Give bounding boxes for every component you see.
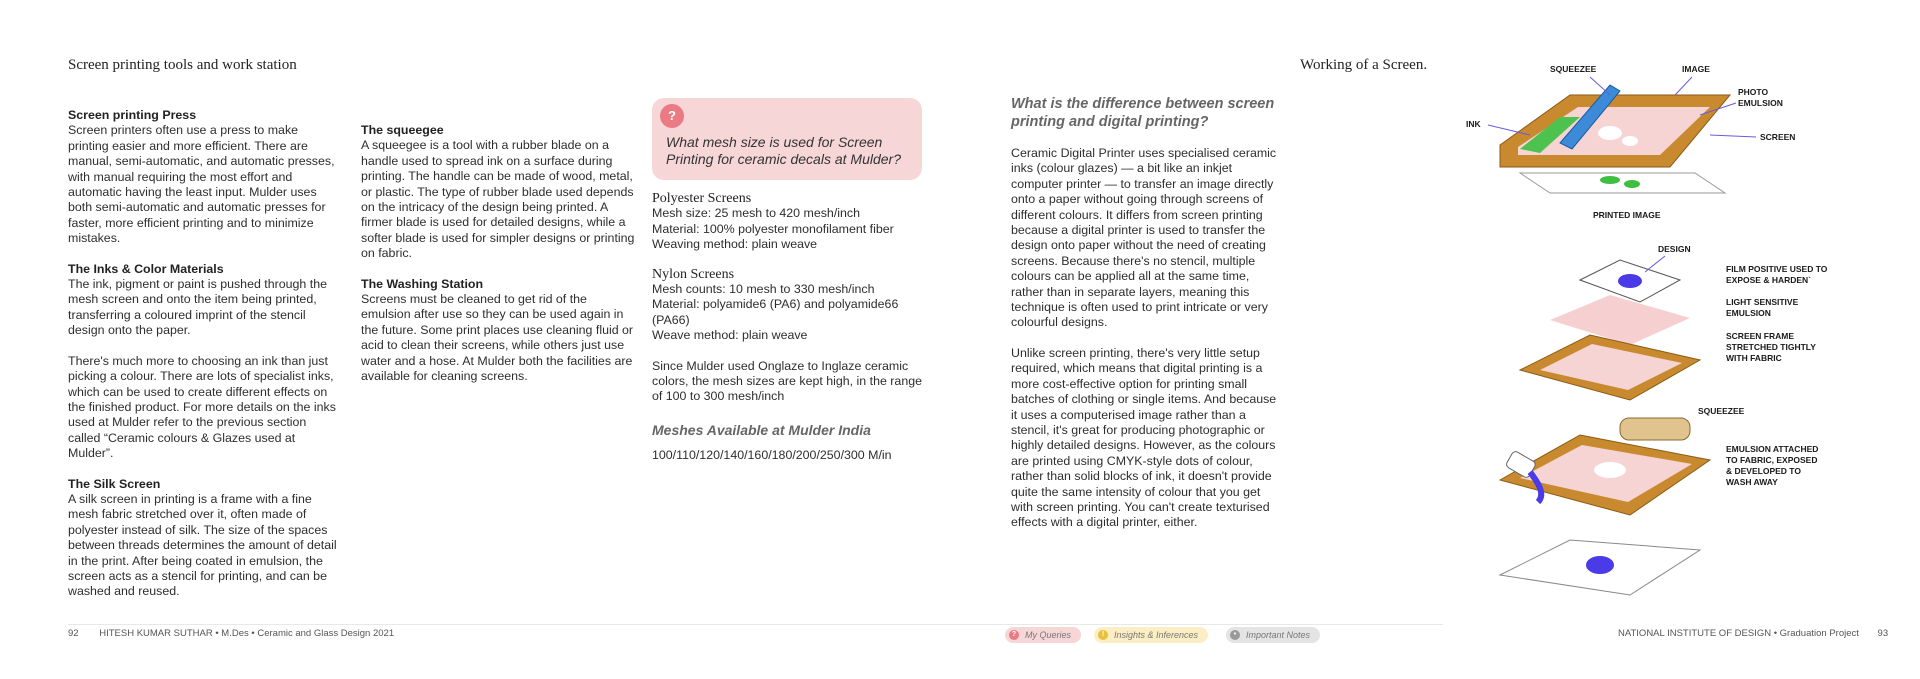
washing-body: Screens must be cleaned to get rid of the emulsion after use so they can be used again in the future. Some print places use cleaning fluid or acid to clean their screens, while others just use water and a hose. At Mulder both the facilities are available for cleaning screens. bbox=[361, 292, 634, 384]
design-shape bbox=[1618, 274, 1642, 288]
query-callout bbox=[652, 98, 922, 180]
question-icon: ? bbox=[1009, 630, 1019, 640]
inks-title: The Inks & Color Materials bbox=[68, 261, 224, 276]
polyester-line: Mesh size: 25 mesh to 420 mesh/inch bbox=[652, 206, 860, 221]
printed-mark bbox=[1600, 176, 1620, 184]
label-printed-image: PRINTED IMAGE bbox=[1593, 210, 1661, 220]
label-frame-2: STRETCHED TIGHTLY bbox=[1726, 342, 1816, 352]
label-emul-1: EMULSION ATTACHED bbox=[1726, 444, 1819, 454]
arrow-line bbox=[1590, 77, 1610, 95]
inks-body: The ink, pigment or paint is pushed through the mesh screen and onto the item being printed, transferring a coloured imprint of the stencil design onto the paper. bbox=[68, 277, 327, 338]
label-image: IMAGE bbox=[1682, 64, 1710, 74]
squeegee-title: The squeegee bbox=[361, 123, 444, 137]
label-frame-3: WITH FABRIC bbox=[1726, 353, 1782, 363]
author-credit: HITESH KUMAR SUTHAR • M.Des • Ceramic and Glass Design 2021 bbox=[99, 628, 395, 639]
institute-credit: NATIONAL INSTITUTE OF DESIGN • Graduation Project bbox=[1618, 628, 1859, 639]
difference-column bbox=[1011, 95, 1279, 531]
label-emul-3: & DEVELOPED TO bbox=[1726, 466, 1801, 476]
label-photo: PHOTO bbox=[1738, 87, 1769, 97]
onglaze-note: Since Mulder used Onglaze to Inglaze ceramic colors, the mesh sizes are kept high, in the range of 100 to 300 mesh/inch bbox=[652, 358, 922, 404]
polyester-title: Polyester Screens bbox=[652, 191, 752, 206]
query-text: What mesh size is used for Screen Printing for ceramic decals at Mulder? bbox=[666, 134, 901, 167]
legend-queries bbox=[1005, 627, 1081, 643]
label-light-1: LIGHT SENSITIVE bbox=[1726, 297, 1799, 307]
label-light-2: EMULSION bbox=[1726, 308, 1771, 318]
label-emul-2: TO FABRIC, EXPOSED bbox=[1726, 455, 1818, 465]
image-shape bbox=[1622, 136, 1638, 146]
left-footer bbox=[68, 628, 394, 639]
screen-working-diagram bbox=[1460, 55, 1830, 230]
nylon-line: Mesh counts: 10 mesh to 330 mesh/inch bbox=[652, 282, 875, 297]
arrow-line bbox=[1675, 77, 1692, 95]
inks-body-2: There's much more to choosing an ink than just picking a colour. There are lots of specialist inks, which can be used to create different effects on the finished product. For more details on the inks used at Mulder refer to the previous section called “Ceramic colours & Glazes used at Mulder”. bbox=[68, 353, 336, 461]
polyester-line: Weaving method: plain weave bbox=[652, 237, 818, 252]
nylon-line: Material: polyamide6 (PA6) and polyamide66 (PA66) bbox=[652, 297, 899, 327]
label-film-1: FILM POSITIVE USED TO bbox=[1726, 264, 1828, 274]
label-squeegee: SQUEEZEE bbox=[1550, 64, 1597, 74]
emulsion-sheet bbox=[1550, 295, 1690, 345]
question-icon: ? bbox=[660, 104, 684, 128]
press-body: Screen printers often use a press to make printing easier and more efficient. There are manual, semi-automatic, and automatic presses, with manual requiring the most effort and automatic having the least input. Mulder uses both semi-automatic and automatic presses for faster, more efficient printing and to minimize mistakes. bbox=[68, 123, 335, 246]
paper-shape bbox=[1520, 173, 1725, 193]
label-emul-4: WASH AWAY bbox=[1726, 477, 1778, 487]
arrow-line bbox=[1710, 135, 1756, 137]
polyester-line: Material: 100% polyester monofilament fiber bbox=[652, 221, 894, 236]
label-screen: SCREEN bbox=[1760, 132, 1796, 142]
footer-rule bbox=[68, 624, 1443, 625]
column-1 bbox=[68, 108, 340, 600]
bullet-icon: • bbox=[1230, 630, 1240, 640]
left-page-heading: Screen printing tools and work station bbox=[68, 57, 297, 73]
arrow-line bbox=[1645, 256, 1665, 272]
image-shape bbox=[1598, 126, 1622, 140]
column-2 bbox=[361, 123, 637, 385]
meshes-heading: Meshes Available at Mulder India bbox=[652, 421, 871, 438]
silk-body: A silk screen in printing is a frame with a fine mesh fabric stretched over it, often made of polyester instead of silk. The size of the spaces between threads determines the amount of detail in the print. After being coated in emulsion, the screen acts as a stencil for printing, and can be washed and reused. bbox=[68, 491, 337, 599]
working-heading: Working of a Screen. bbox=[1300, 57, 1428, 73]
difference-paragraph-2: Unlike screen printing, there's very little setup required, which means that digital printing is a more cost-effective option for printing small batches of clothing or single items. And because it uses a computerised image rather than a stencil, it's great for producing photographic or highly detailed designs. However, as the colours are printed using CMYK-style dots of colour, rather than solid blocks of ink, it doesn't provide quite the same intensity of colour that you get with screen printing. You can't create texturised effects with a digital printer, either. bbox=[1011, 345, 1277, 530]
meshes-list: 100/110/120/140/160/180/200/250/300 M/in bbox=[652, 448, 892, 463]
washing-title: The Washing Station bbox=[361, 276, 484, 291]
label-squeegee-bottom: SQUEEZEE bbox=[1698, 406, 1745, 416]
column-3 bbox=[652, 191, 932, 464]
legend-queries-label: My Queries bbox=[1025, 630, 1072, 640]
squeegee-body: A squeegee is a tool with a rubber blade on a handle used to spread ink on a surface during printing. The handle can be made of wood, metal, or plastic. The type of rubber blade used depends on the intricacy of the design being printed. A firmer blade is used for detailed designs, while a softer blade is used for simpler designs or printing on fabric. bbox=[361, 138, 635, 261]
legend-insights bbox=[1094, 627, 1208, 643]
label-frame-1: SCREEN FRAME bbox=[1726, 331, 1795, 341]
nylon-title: Nylon Screens bbox=[652, 266, 735, 282]
label-ink: INK bbox=[1466, 119, 1481, 129]
exposed-design bbox=[1594, 462, 1626, 478]
legend-notes-label: Important Notes bbox=[1246, 630, 1311, 640]
exclamation-icon: ! bbox=[1098, 630, 1108, 640]
screen-preparation-diagram bbox=[1460, 240, 1830, 615]
right-footer bbox=[1618, 628, 1888, 639]
silk-title: The Silk Screen bbox=[68, 476, 161, 491]
difference-heading: What is the difference between screen printing and digital printing? bbox=[1011, 96, 1275, 130]
nylon-line: Weave method: plain weave bbox=[652, 328, 808, 343]
printed-mark bbox=[1624, 180, 1640, 188]
squeegee-roller bbox=[1620, 418, 1690, 440]
legend-notes bbox=[1226, 627, 1320, 643]
difference-paragraph-1: Ceramic Digital Printer uses specialised ceramic inks (colour glazes) — a bit like an inkjet computer printer — to transfer an image directly onto a paper without going through screens of different colours. It differs from screen printing because a digital printer is used to transfer the design onto paper without the need of creating screens. Because there's no stencil, multiple colours can be applied all at the same time, rather than in separate layers, meaning this technique is often used to print intricate or very colourful designs. bbox=[1011, 146, 1277, 330]
press-title: Screen printing Press bbox=[68, 108, 197, 122]
legend-insights-label: Insights & Inferences bbox=[1114, 630, 1199, 640]
label-film-2: EXPOSE & HARDEN` bbox=[1726, 275, 1812, 285]
left-page-number: 92 bbox=[68, 628, 79, 639]
label-design: DESIGN bbox=[1658, 244, 1691, 254]
label-emulsion: EMULSION bbox=[1738, 98, 1783, 108]
right-page-number: 93 bbox=[1877, 628, 1889, 639]
printed-design bbox=[1586, 556, 1614, 574]
